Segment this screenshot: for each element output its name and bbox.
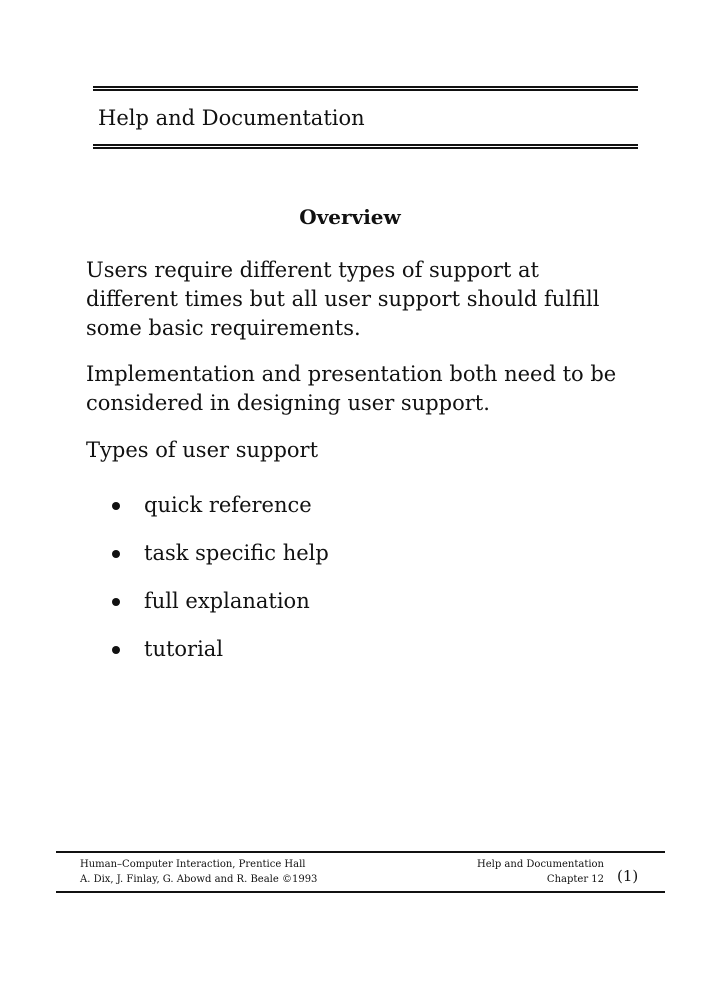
bullet-icon xyxy=(112,646,120,654)
support-types-list xyxy=(112,490,329,682)
footer-publisher: Human–Computer Interaction, Prentice Hall xyxy=(80,859,306,870)
paragraph-implementation: Implementation and presentation both need to be considered in designing user support. xyxy=(86,362,617,415)
header-top-rule xyxy=(93,86,638,91)
footer-credits xyxy=(80,857,317,887)
list-item xyxy=(112,634,329,682)
list-item-text: tutorial xyxy=(144,637,224,661)
bullet-icon xyxy=(112,502,120,510)
bullet-icon xyxy=(112,598,120,606)
list-item xyxy=(112,538,329,586)
slide-title: Overview xyxy=(299,205,401,229)
bullet-icon xyxy=(112,550,120,558)
paragraph-intro: Users require different types of support at different times but all user support should fulfill some basic requirements. xyxy=(86,258,600,340)
list-item xyxy=(112,586,329,634)
footer-chapter: Chapter 12 xyxy=(546,874,604,885)
footer-top-rule xyxy=(56,851,665,853)
footer-topic: Help and Documentation xyxy=(477,859,604,870)
list-item-text: quick reference xyxy=(144,493,312,517)
list-item xyxy=(112,490,329,538)
footer-chapter-info xyxy=(477,857,604,887)
paragraph-types-heading: Types of user support xyxy=(86,438,319,462)
header-bottom-rule xyxy=(93,144,638,149)
list-item-text: task specific help xyxy=(144,541,329,565)
footer-bottom-rule xyxy=(56,891,665,893)
header-title: Help and Documentation xyxy=(98,106,365,130)
footer-authors: A. Dix, J. Finlay, G. Abowd and R. Beale ©1993 xyxy=(80,874,318,885)
page-number: (1) xyxy=(617,867,639,885)
list-item-text: full explanation xyxy=(144,589,310,613)
